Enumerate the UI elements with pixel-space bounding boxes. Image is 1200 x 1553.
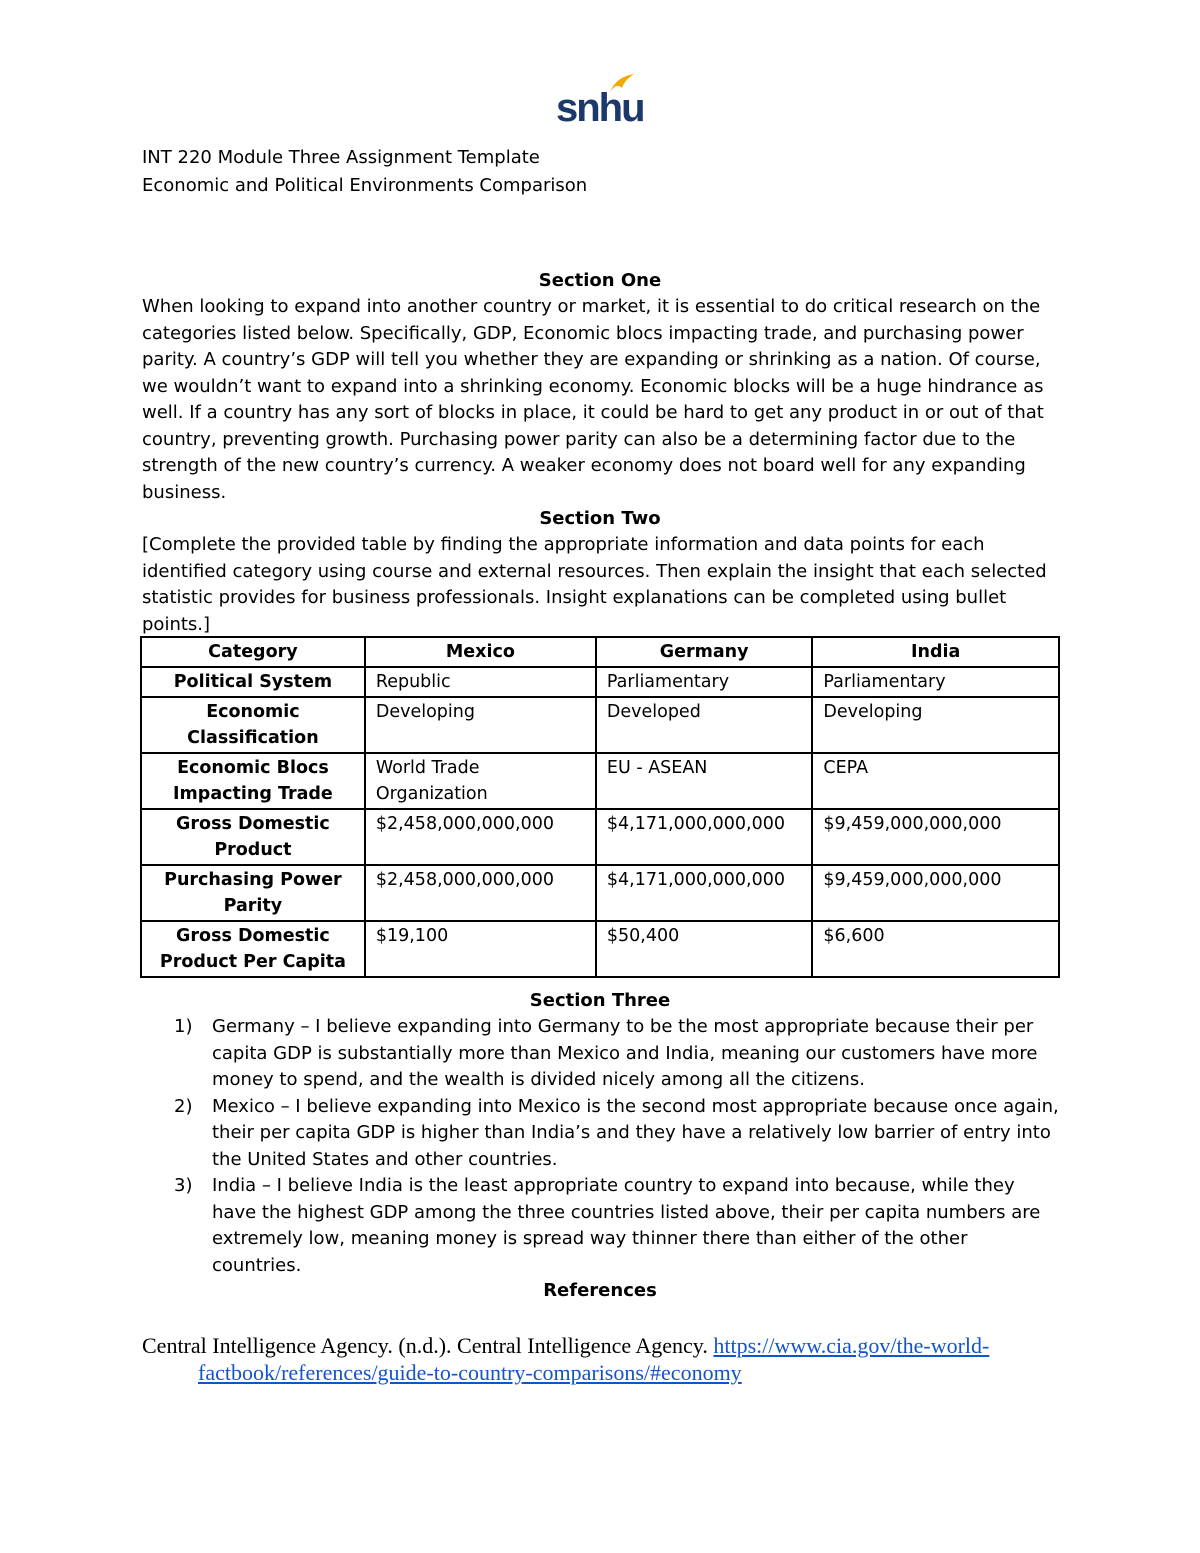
table-cell: Developing (812, 697, 1059, 753)
category-cell: Gross Domestic Product Per Capita (141, 921, 365, 977)
table-cell: Republic (365, 667, 596, 697)
section-three-title: Section Three (529, 990, 671, 1011)
list-item-text: Mexico – I believe expanding into Mexico is the second most appropriate because once again, their per capita GDP is higher than India’s and they have a relatively low barrier of entry into the United States and other countries. (212, 1095, 1059, 1170)
insights-list (142, 1014, 1062, 1279)
category-cell: Political System (141, 667, 365, 697)
table-row (141, 865, 1059, 921)
list-item (142, 1173, 1062, 1279)
table-cell: $4,171,000,000,000 (596, 865, 813, 921)
list-number: 1) (174, 1016, 193, 1037)
reference-entry (142, 1332, 1118, 1386)
header-line-2: Economic and Political Environments Comparison (142, 175, 588, 196)
table-cell: $9,459,000,000,000 (812, 865, 1059, 921)
list-item (142, 1014, 1062, 1094)
list-item (142, 1094, 1062, 1174)
table-cell: $2,458,000,000,000 (365, 809, 596, 865)
list-item-text: India – I believe India is the least appropriate country to expand into because, while they have the highest GDP among the three countries listed above, their per capita numbers are extremely low, meaning money is spread way thinner there than either of the other countries. (212, 1175, 1041, 1276)
table-cell: $6,600 (812, 921, 1059, 977)
table-row (141, 697, 1059, 753)
table-header-cell: Germany (596, 637, 813, 667)
table-row (141, 753, 1059, 809)
table-row (141, 667, 1059, 697)
table-cell: $50,400 (596, 921, 813, 977)
table-cell: World Trade Organization (365, 753, 596, 809)
reference-citation: Central Intelligence Agency. (n.d.). Central Intelligence Agency. (142, 1333, 714, 1358)
table-header-row (141, 637, 1059, 667)
table-row (141, 921, 1059, 977)
table-row (141, 809, 1059, 865)
snhu-logo (556, 72, 644, 134)
table-header-cell: Mexico (365, 637, 596, 667)
comparison-table (140, 636, 1060, 978)
references-title: References (543, 1280, 657, 1301)
list-number: 2) (174, 1095, 193, 1117)
table-cell: $4,171,000,000,000 (596, 809, 813, 865)
reference-link[interactable]: https://www.cia.gov/the-world-factbook/references/guide-to-country-comparisons/#economy (198, 1333, 990, 1385)
document-header (142, 144, 1062, 200)
list-item-text: Germany – I believe expanding into Germany to be the most appropriate because their per capita GDP is substantially more than Mexico and India, meaning our customers have more money to spend, and the wealth is divided nicely among all the citizens. (212, 1016, 1038, 1090)
table-header-cell: Category (141, 637, 365, 667)
table-cell: Developing (365, 697, 596, 753)
category-cell: Gross Domestic Product (141, 809, 365, 865)
table-cell: CEPA (812, 753, 1059, 809)
logo-wordmark: snhu (556, 86, 644, 130)
table-cell: Parliamentary (812, 667, 1059, 697)
table-cell: $9,459,000,000,000 (812, 809, 1059, 865)
section-two-title: Section Two (539, 508, 661, 529)
category-cell: Economic Blocs Impacting Trade (141, 753, 365, 809)
category-cell: Purchasing Power Parity (141, 865, 365, 921)
table-cell: Developed (596, 697, 813, 753)
table-cell: Parliamentary (596, 667, 813, 697)
table-cell: $19,100 (365, 921, 596, 977)
table-header-cell: India (812, 637, 1059, 667)
section-one-body: When looking to expand into another country or market, it is essential to do critical research on the categories listed below. Specifically, GDP, Economic blocs impacting trade, and purchasing power parity. A country’s GDP will tell you whether they are expanding or shrinking as a nation. Of course, we wouldn’t want to expand into a shrinking economy. Economic blocks will be a huge hindrance as well. If a country has any sort of blocks in place, it could be hard to get any product in or out of that country, preventing growth. Purchasing power parity can also be a determining factor due to the strength of the new country’s currency. A weaker economy does not board well for any expanding business. (142, 296, 1044, 503)
header-line-1: INT 220 Module Three Assignment Template (142, 147, 540, 168)
category-cell: Economic Classification (141, 697, 365, 753)
list-number: 3) (174, 1175, 193, 1196)
section-one-title: Section One (538, 270, 662, 291)
section-two-instructions: [Complete the provided table by finding the appropriate information and data points for each identified category using course and external resources. Then explain the insight that each selected statistic provides for business professionals. Insight explanations can be completed using bullet points.] (142, 534, 1047, 635)
table-cell: EU - ASEAN (596, 753, 813, 809)
table-cell: $2,458,000,000,000 (365, 865, 596, 921)
